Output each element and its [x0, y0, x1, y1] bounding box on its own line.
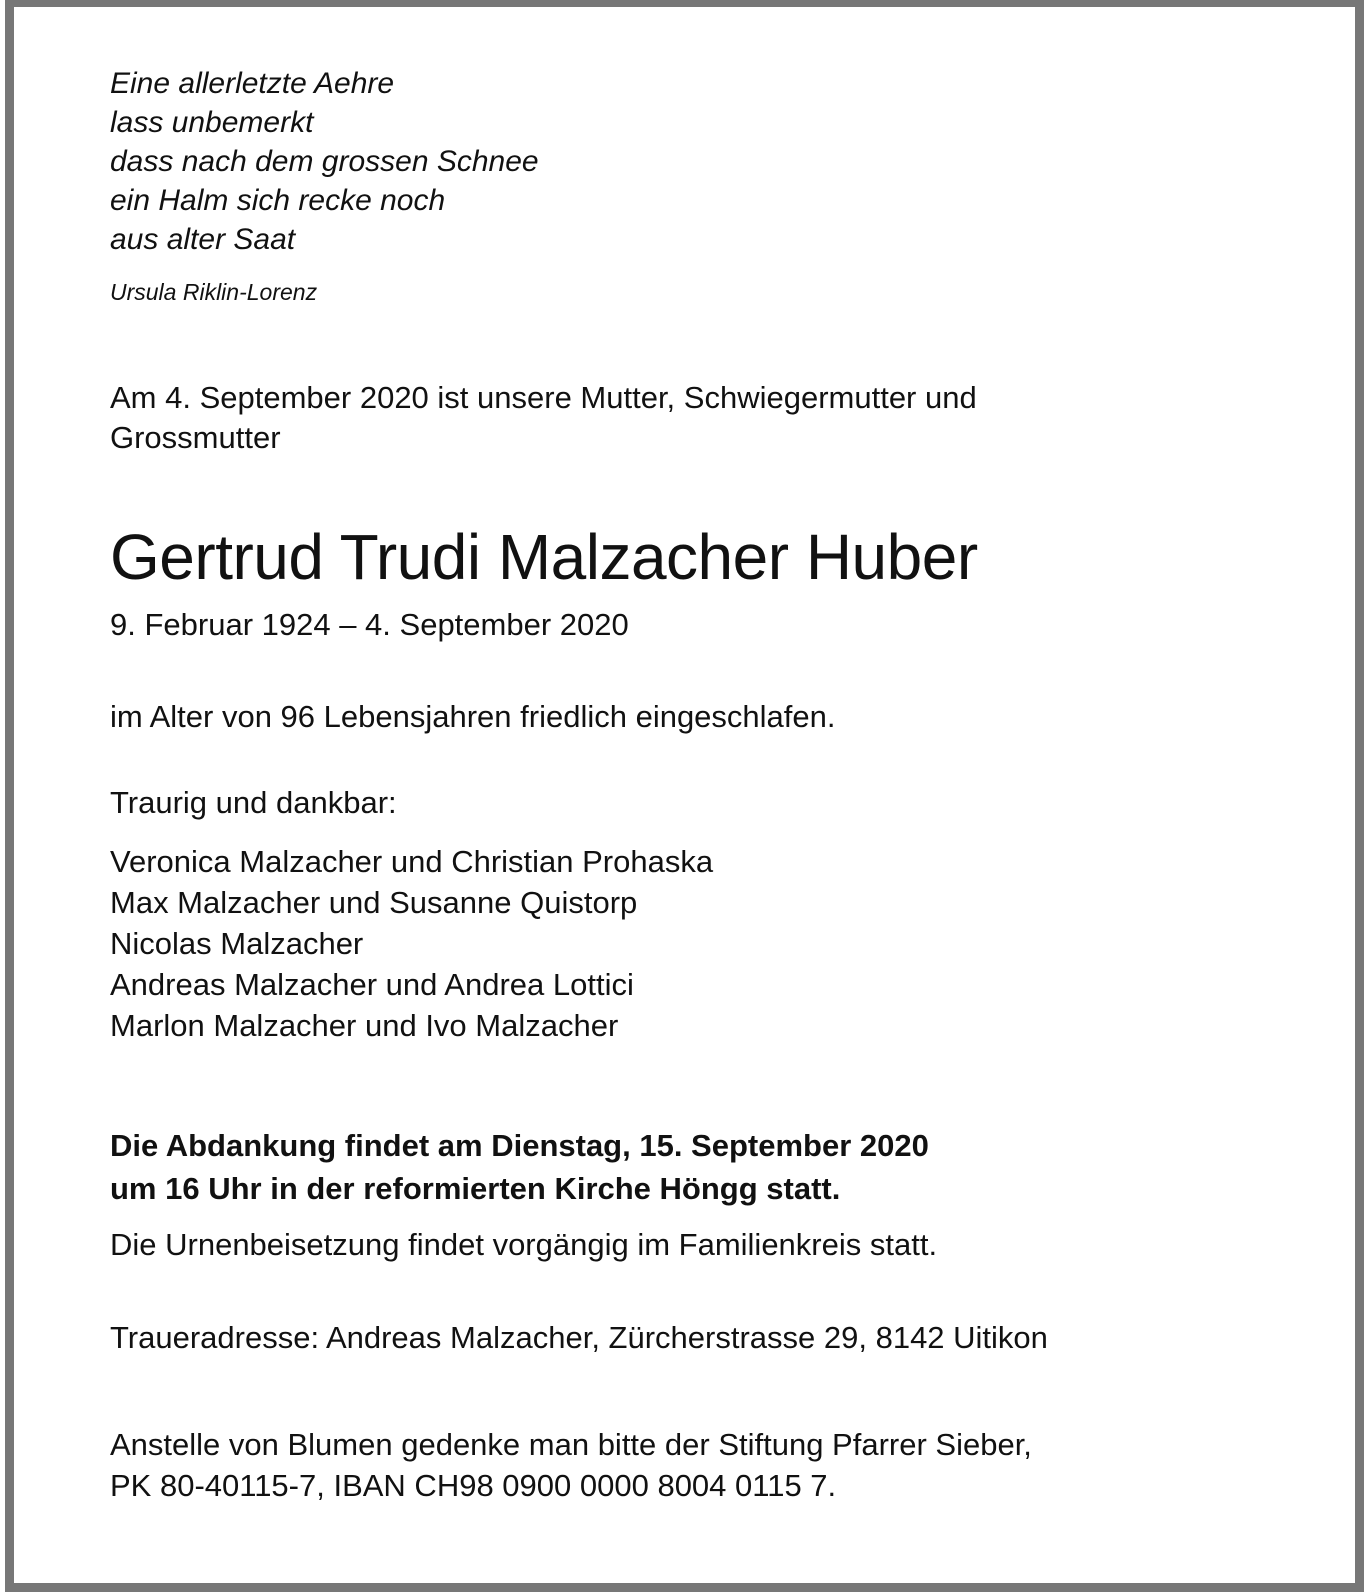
poem-author: Ursula Riklin-Lorenz: [110, 279, 318, 305]
poem-line: ein Halm sich recke noch: [110, 184, 446, 217]
poem-line: aus alter Saat: [110, 223, 296, 256]
poem: [110, 64, 539, 259]
service-line: um 16 Uhr in der reformierten Kirche Höngg statt.: [110, 1171, 841, 1206]
mourner: Andreas Malzacher und Andrea Lottici: [110, 967, 634, 1002]
poem-line: dass nach dem grossen Schnee: [110, 145, 539, 178]
service-line: Die Abdankung findet am Dienstag, 15. September 2020: [110, 1128, 929, 1163]
mourner: Max Malzacher und Susanne Quistorp: [110, 885, 638, 920]
mourner: Veronica Malzacher und Christian Prohaska: [110, 844, 714, 879]
mourner: Marlon Malzacher und Ivo Malzacher: [110, 1008, 619, 1043]
poem-line: lass unbemerkt: [110, 106, 314, 139]
mourners-heading: Traurig und dankbar:: [110, 785, 397, 820]
intro-line: Am 4. September 2020 ist unsere Mutter, Schwiegermutter und: [110, 380, 977, 415]
poem-line: Eine allerletzte Aehre: [110, 67, 395, 100]
mourning-address: Traueradresse: Andreas Malzacher, Zürcherstrasse 29, 8142 Uitikon: [110, 1320, 1048, 1355]
life-dates: 9. Februar 1924 – 4. September 2020: [110, 607, 629, 642]
donation-line: PK 80-40115-7, IBAN CH98 0900 0000 8004 0115 7.: [110, 1468, 837, 1503]
deceased-name: Gertrud Trudi Malzacher Huber: [110, 521, 978, 593]
mourners-list: [110, 842, 713, 1047]
mourner: Nicolas Malzacher: [110, 926, 364, 961]
donation-line: Anstelle von Blumen gedenke man bitte der Stiftung Pfarrer Sieber,: [110, 1427, 1032, 1462]
burial-text: Die Urnenbeisetzung findet vorgängig im Familienkreis statt.: [110, 1227, 938, 1262]
service-info: [110, 1124, 929, 1210]
age-text: im Alter von 96 Lebensjahren friedlich eingeschlafen.: [110, 699, 836, 734]
intro-line: Grossmutter: [110, 420, 281, 455]
